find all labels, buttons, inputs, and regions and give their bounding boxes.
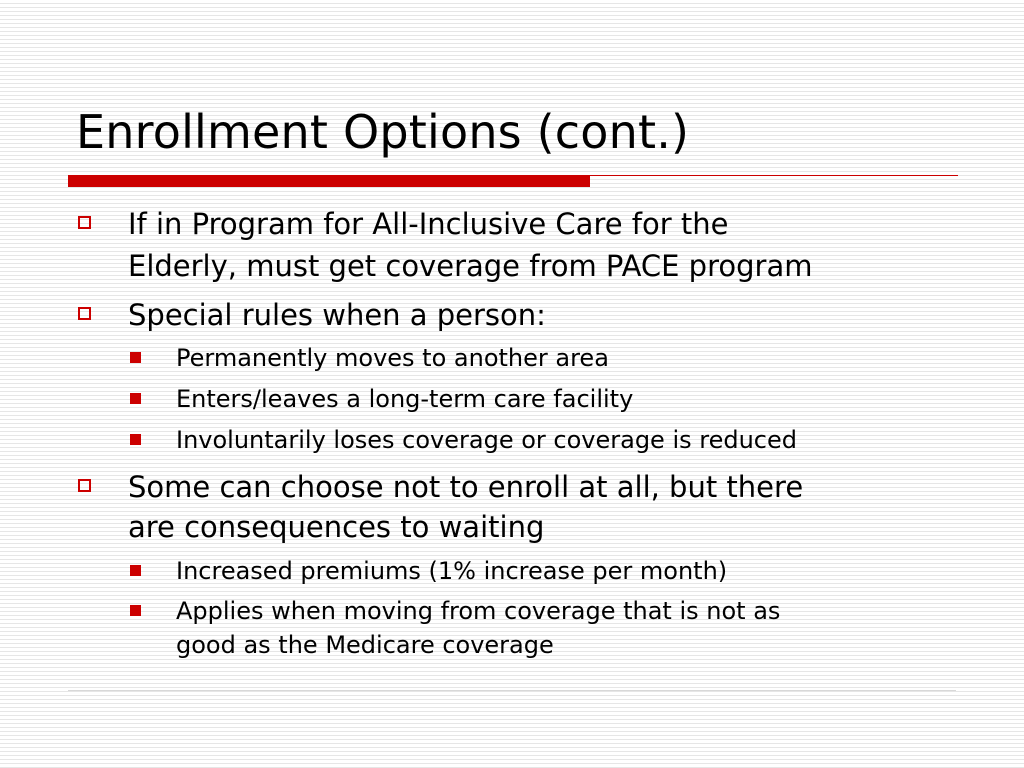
- sub-bullet-2-3: Involuntarily loses coverage or coverage is reduced: [176, 426, 797, 454]
- bullet-3-line-2: are consequences to waiting: [128, 510, 545, 544]
- sub-bullet-3-2-line-2: good as the Medicare coverage: [176, 631, 554, 659]
- filled-square-bullet-icon: [130, 393, 141, 404]
- filled-square-bullet-icon: [130, 565, 141, 576]
- bullet-3-line-1: Some can choose not to enroll at all, but there: [128, 470, 804, 504]
- hollow-square-bullet-icon: [78, 216, 91, 229]
- filled-square-bullet-icon: [130, 605, 141, 616]
- filled-square-bullet-icon: [130, 434, 141, 445]
- filled-square-bullet-icon: [130, 352, 141, 363]
- sub-bullet-3-1: Increased premiums (1% increase per month): [176, 557, 728, 585]
- sub-bullet-2-1: Permanently moves to another area: [176, 344, 609, 372]
- sub-bullet-3-2-line-1: Applies when moving from coverage that is not as: [176, 597, 781, 625]
- bullet-1-line-2: Elderly, must get coverage from PACE program: [128, 249, 813, 283]
- bullet-1-line-1: If in Program for All-Inclusive Care for the: [128, 207, 729, 241]
- sub-bullet-2-2: Enters/leaves a long-term care facility: [176, 385, 634, 413]
- bullet-2-line-1: Special rules when a person:: [128, 298, 546, 332]
- footer-divider: [68, 690, 956, 691]
- slide-title: Enrollment Options (cont.): [76, 105, 690, 159]
- hollow-square-bullet-icon: [78, 307, 91, 320]
- hollow-square-bullet-icon: [78, 479, 91, 492]
